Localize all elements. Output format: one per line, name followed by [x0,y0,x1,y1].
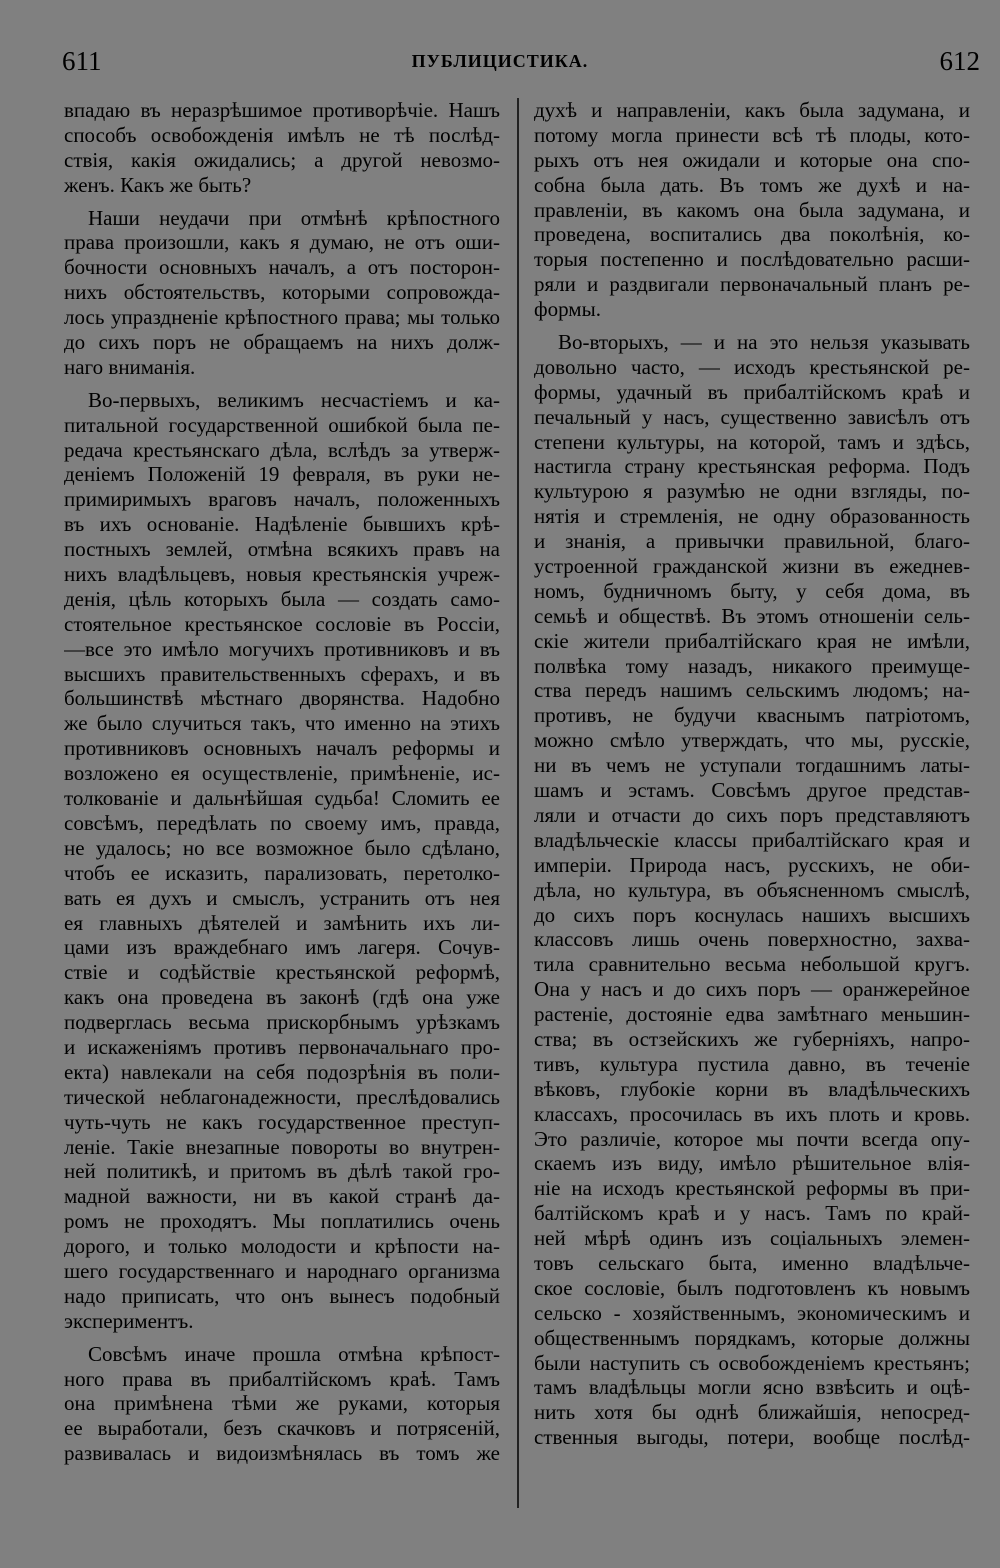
text-line: номъ, будничномъ быту, у себя дома, въ [534,578,970,603]
paragraph-gap [64,380,500,388]
text-line: были наступить съ освобожденіемъ крестьянъ; [534,1350,970,1375]
text-line: ромъ не проходятъ. Мы поплатились очень [64,1209,500,1234]
text-line: высшихъ правительственныхъ сферахъ, и въ [64,661,500,686]
text-line: собна была дать. Въ томъ же духѣ и на- [534,172,970,197]
text-line: бочности основныхъ началъ, а отъ посторон- [64,255,500,280]
paragraph-gap [64,198,500,206]
text-line: семьѣ и обществѣ. Въ этомъ отношеніи сель- [534,603,970,628]
text-line: подверглась весьма прискорбнымъ урѣзкамъ [64,1010,500,1035]
text-line: дорого, и только молодости и крѣпости на- [64,1234,500,1259]
text-line: устроенной гражданской жизни въ ежеднев- [534,554,970,579]
text-line: ного права въ прибалтійскомъ краѣ. Тамъ [64,1366,500,1391]
text-line: имперіи. Природа насъ, русскихъ, не оби- [534,852,970,877]
text-line: дѣла, но культура, въ объясненномъ смыслѣ, [534,877,970,902]
text-line: редача крестьянскаго дѣла, вслѣдъ за утверж- [64,437,500,462]
paragraph-gap [64,1334,500,1342]
text-line: ственныя выгоды, потери, вообще послѣд- [534,1425,970,1450]
text-line: полвѣка тому назадъ, никакого преимуще- [534,653,970,678]
text-line: тамъ владѣльцы могли ясно взвѣсить и оцѣ- [534,1375,970,1400]
text-line: впадаю въ неразрѣшимое противорѣчіе. Нашъ [64,98,500,122]
text-line: до сихъ поръ не обращаемъ на нихъ долж- [64,330,500,355]
text-line: надо приписать, что онъ вынесъ подобный [64,1283,500,1308]
text-line: Во-первыхъ, великимъ несчастіемъ и ка- [88,387,500,412]
text-line: права произошли, какъ я думаю, не отъ оши- [64,230,500,255]
text-line: совсѣмъ, передѣлать по своему имъ, правда, [64,810,500,835]
text-line: печальный у насъ, существенно зависѣлъ отъ [534,404,970,429]
text-line: проведена, воспитались два поколѣнія, ко- [534,222,970,247]
text-line: не удалось; но все возможное было сдѣлано, [64,835,500,860]
text-line: сельско - хозяйственнымъ, экономическимъ и [534,1300,970,1325]
left-column [64,98,500,1523]
text-line: нятія и стремленія, не одну образованность [534,504,970,529]
text-line: правленіи, въ какомъ она была задумана, и [534,197,970,222]
text-line: чтобъ ее исказить, парализовать, перетолко- [64,860,500,885]
text-line: довольно часто, — исходъ крестьянской ре- [534,354,970,379]
text-line: можно смѣло утверждать, что мы, русскіе, [534,728,970,753]
text-line: большинствѣ мѣстнаго дворянства. Надобно [64,686,500,711]
text-line: классахъ, просочилась въ ихъ плоть и кровь. [534,1101,970,1126]
text-line: ней мѣрѣ одинъ изъ соціальныхъ элемен- [534,1226,970,1251]
text-line: ляли и отчасти до сихъ поръ представляютъ [534,802,970,827]
text-line: и знанія, а привычки правильной, благо- [534,529,970,554]
page-number-right: 612 [939,46,980,76]
column-divider [517,98,519,1508]
text-line: ствіе и содѣйствіе крестьянской реформѣ, [64,960,500,985]
text-line: вать ея духъ и смыслъ, устранить отъ нея [64,885,500,910]
text-line: способъ освобожденія имѣлъ не тѣ послѣд- [64,122,500,147]
text-line: шамъ и эстамъ. Совсѣмъ другое представ- [534,778,970,803]
text-line: какъ она проведена въ законѣ (гдѣ она уже [64,985,500,1010]
text-line: степени культуры, на которой, тамъ и здѣсь, [534,429,970,454]
text-line: нить хотя бы однѣ ближайшія, непосред- [534,1400,970,1425]
text-line: чуть-чуть не какъ государственное преступ- [64,1109,500,1134]
text-line: цами изъ враждебнаго имъ лагеря. Сочув- [64,935,500,960]
text-line: общественнымъ порядкамъ, которые должны [534,1325,970,1350]
text-line: ства; въ остзейскихъ же губерніяхъ, напро- [534,1026,970,1051]
text-line: классовъ лишь очень поверхностно, захва- [534,927,970,952]
text-line: настигла страну крестьянская реформа. Подъ [534,454,970,479]
text-line: Наши неудачи при отмѣнѣ крѣпостного [88,205,500,230]
text-line: владѣльческіе классы прибалтійскаго края и [534,827,970,852]
text-line: балтійскомъ краѣ и у насъ. Тамъ по край- [534,1201,970,1226]
text-line: мадной важности, ни въ какой странѣ да- [64,1184,500,1209]
text-line: развивалась и видоизмѣнялась въ томъ же [64,1441,500,1466]
text-line: тивъ, культура пустила давно, въ теченіе [534,1051,970,1076]
text-line: рыхъ отъ нея ожидали и которые она спо- [534,147,970,172]
text-line: нихъ обстоятельствъ, которыми сопровожда- [64,280,500,305]
text-line: экспериментъ. [64,1308,194,1333]
text-line: духѣ и направленіи, какъ была задумана, и [534,98,970,122]
text-line: —все это имѣло могучихъ противниковъ и въ [64,636,500,661]
text-line: противниковъ основныхъ началъ реформы и [64,736,500,761]
text-line: противъ, не будучи кваснымъ патріотомъ, [534,703,970,728]
text-line: толкованіе и дальнѣйшая судьба! Сломить ее [64,786,500,811]
text-line: наго вниманія. [64,354,196,379]
text-line: ряли и раздвигали первоначальный планъ ре- [534,272,970,297]
text-line: женъ. Какъ же быть? [64,172,252,197]
text-line: торыя постепенно и послѣдовательно расши- [534,247,970,272]
text-line: ея главныхъ дѣятелей и замѣнить ихъ ли- [64,910,500,935]
text-line: шего государственнаго и народнаго организма [64,1258,500,1283]
text-line: Совсѣмъ иначе прошла отмѣна крѣпост- [88,1341,500,1366]
text-line: вѣковъ, глубокіе корни въ владѣльческихъ [534,1076,970,1101]
text-line: ее выработали, безъ скачковъ и потрясеній, [64,1416,500,1441]
text-line: ское сословіе, былъ подготовленъ къ новымъ [534,1275,970,1300]
text-line: товъ сельскаго быта, именно владѣльче- [534,1250,970,1275]
text-line: скіе жители прибалтійскаго края не имѣли, [534,628,970,653]
text-line: стоятельное крестьянское сословіе въ Россіи, [64,611,500,636]
paragraph-gap [534,322,970,330]
text-line: формы. [534,297,601,322]
text-line: культурою я разумѣю не одни взгляды, по- [534,479,970,504]
page-header [0,46,1000,86]
text-line: нихъ владѣльцевъ, новыя крестьянскія учреж- [64,562,500,587]
text-line: леніе. Такіе внезапные повороты во внутрен- [64,1134,500,1159]
text-line: примиримыхъ враговъ началъ, положенныхъ [64,487,500,512]
text-line: денія, цѣль которыхъ была — создать само- [64,586,500,611]
text-line: тила сравнительно весьма небольшой кругъ. [534,952,970,977]
page-number-left: 611 [62,46,102,76]
text-line: растеніе, достояніе едва замѣтнаго меньшин- [534,1002,970,1027]
text-line: ней политикѣ, и притомъ въ дѣлѣ такой гро- [64,1159,500,1184]
text-line: въ ихъ основаніе. Надѣленіе бывшихъ крѣ- [64,512,500,537]
text-line: тической неблагонадежности, преслѣдовались [64,1084,500,1109]
text-line: деніемъ Положеній 19 февраля, въ руки не- [64,462,500,487]
text-line: постныхъ землей, отмѣна всякихъ правъ на [64,537,500,562]
text-line: лось упраздненіе крѣпостного права; мы только [64,305,500,330]
text-line: Она у насъ и до сихъ поръ — оранжерейное [534,977,970,1002]
text-line: ства передъ нашимъ сельскимъ людомъ; на- [534,678,970,703]
text-line: формы, удачный въ прибалтійскомъ краѣ и [534,379,970,404]
text-line: ни въ чемъ не уступали тогдашнимъ латы- [534,753,970,778]
text-line: Во-вторыхъ, — и на это нельзя указывать [558,330,970,355]
text-line: скаемъ изъ виду, имѣло рѣшительное влія- [534,1151,970,1176]
text-line: питальной государственной ошибкой была пе- [64,412,500,437]
text-line: потому могла принести всѣ тѣ плоды, кото- [534,122,970,147]
text-line: Это различіе, которое мы почти всегда опу- [534,1126,970,1151]
text-line: же было случиться такъ, что именно на этихъ [64,711,500,736]
text-line: возложено ея осуществленіе, примѣненіе, ис- [64,761,500,786]
text-line: екта) навлекали на себя подозрѣнія въ поли- [64,1059,500,1084]
text-line: и искаженіямъ противъ первоначальнаго про- [64,1034,500,1059]
text-line: до сихъ поръ коснулась нашихъ высшихъ [534,902,970,927]
text-line: ніе на исходъ крестьянской реформы въ при- [534,1176,970,1201]
text-line: она примѣнена тѣми же руками, которыя [64,1391,500,1416]
right-column [534,98,970,1523]
running-title: ПУБЛИЦИСТИКА. [411,51,589,71]
text-line: ствія, какія ожидались; а другой невозмо- [64,147,500,172]
